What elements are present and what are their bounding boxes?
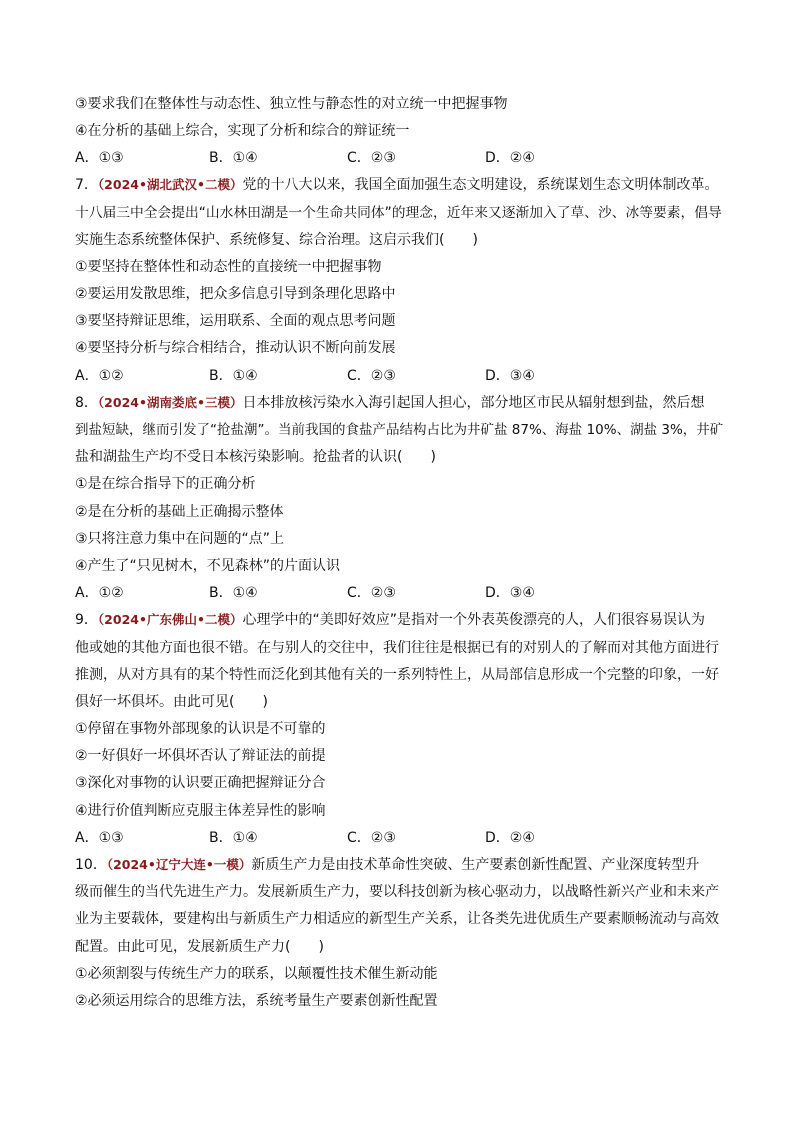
- q10-item-1: ①必须割裂与传统生产力的联系，以颠覆性技术催生新动能: [75, 966, 438, 982]
- q9-stem-line-1: [75, 610, 725, 630]
- q8-option-b[interactable]: B．①④: [209, 585, 258, 601]
- q7-stem-line-1: [75, 175, 725, 195]
- q8-number: 8．: [75, 395, 98, 411]
- q7-options: [0, 366, 794, 386]
- q9-item-3: ③深化对事物的认识要正确把握辩证分合: [75, 775, 326, 791]
- prev-option-d[interactable]: D．②④: [485, 150, 535, 166]
- q7-stem-line-2: 十八届三中全会提出“山水林田湖是一个生命共同体”的理念，近年来又逐渐加入了草、沙、冰等要素，倡导: [75, 205, 722, 221]
- q8-option-d[interactable]: D．③④: [485, 585, 535, 601]
- prev-option-b[interactable]: B．①④: [209, 150, 258, 166]
- q9-stem-line-4: 俱好一坏俱坏。由此可见( ): [75, 694, 268, 710]
- q10-number: 10．: [75, 857, 107, 873]
- prev-options: [0, 148, 794, 168]
- prev-item-4: ④在分析的基础上综合，实现了分析和综合的辩证统一: [75, 123, 410, 139]
- q9-number: 9．: [75, 612, 98, 628]
- q9-stem-line-2: 他或她的其他方面也很不错。在与别人的交往中，我们往往是根据已有的对别人的了解而对其他方面进行: [75, 640, 719, 656]
- q8-item-4: ④产生了“只见树木，不见森林”的片面认识: [75, 558, 341, 574]
- q8-item-2: ②是在分析的基础上正确揭示整体: [75, 504, 284, 520]
- prev-option-c[interactable]: C．②③: [347, 150, 396, 166]
- q10-stem-line-3: 业为主要载体，要建构出与新质生产力相适应的新型生产关系，让各类先进优质生产要素顺畅流动与高效: [75, 911, 719, 927]
- q8-options: [0, 583, 794, 603]
- q9-source: （2024•广东佛山•二模）: [97, 612, 243, 627]
- q10-stem-line-1: [75, 855, 725, 875]
- q7-option-a[interactable]: A．①②: [75, 368, 124, 384]
- q9-item-2: ②一好俱好一坏俱坏否认了辩证法的前提: [75, 748, 326, 764]
- q8-option-c[interactable]: C．②③: [347, 585, 396, 601]
- q10-stem-line-4: 配置。由此可见，发展新质生产力( ): [75, 939, 324, 955]
- q7-option-c[interactable]: C．②③: [347, 368, 396, 384]
- q8-stem-text-1: 日本排放核污染水入海引起国人担心，部分地区市民从辐射想到盐，然后想: [242, 395, 705, 411]
- q7-item-2: ②要运用发散思维，把众多信息引导到条理化思路中: [75, 286, 396, 302]
- q9-item-1: ①停留在事物外部现象的认识是不可靠的: [75, 721, 326, 737]
- q9-stem-line-3: 推测，从对方具有的某个特性而泛化到其他有关的一系列特性上，从局部信息形成一个完整的印象，一好: [75, 667, 719, 683]
- q7-stem-line-3: 实施生态系统整体保护、系统修复、综合治理。这启示我们( ): [75, 232, 478, 248]
- q7-option-b[interactable]: B．①④: [209, 368, 258, 384]
- q8-stem-line-3: 盐和湖盐生产均不受日本核污染影响。抢盐者的认识( ): [75, 449, 436, 465]
- q8-stem-line-2: 到盐短缺，继而引发了“抢盐潮”。当前我国的食盐产品结构占比为井矿盐 87%、海盐 10%、湖盐 3%，井矿: [75, 422, 724, 438]
- q10-stem-line-2: 级而催生的当代先进生产力。发展新质生产力，要以科技创新为核心驱动力，以战略性新兴产业和未来产: [75, 884, 719, 900]
- q10-stem-text-1: 新质生产力是由技术革命性突破、生产要素创新性配置、产业深度转型升: [251, 857, 700, 873]
- q7-source: （2024•湖北武汉•二模）: [97, 177, 243, 192]
- q9-option-d[interactable]: D．②④: [485, 830, 535, 846]
- q7-item-4: ④要坚持分析与综合相结合，推动认识不断向前发展: [75, 340, 396, 356]
- q8-stem-line-1: [75, 393, 725, 413]
- q9-option-c[interactable]: C．②③: [347, 830, 396, 846]
- q8-source: （2024•湖南娄底•三模）: [97, 395, 243, 410]
- q9-option-a[interactable]: A．①③: [75, 830, 124, 846]
- q9-item-4: ④进行价值判断应克服主体差异性的影响: [75, 803, 326, 819]
- q7-item-3: ③要坚持辩证思维，运用联系、全面的观点思考问题: [75, 313, 396, 329]
- q9-stem-text-1: 心理学中的“美即好效应”是指对一个外表英俊漂亮的人，人们很容易误认为: [242, 612, 705, 628]
- prev-item-3: ③要求我们在整体性与动态性、独立性与静态性的对立统一中把握事物: [75, 96, 508, 112]
- q9-option-b[interactable]: B．①④: [209, 830, 258, 846]
- q8-option-a[interactable]: A．①②: [75, 585, 124, 601]
- q7-stem-text-1: 党的十八大以来，我国全面加强生态文明建设，系统谋划生态文明体制改革。: [242, 177, 719, 193]
- q7-number: 7．: [75, 177, 98, 193]
- q8-item-1: ①是在综合指导下的正确分析: [75, 476, 256, 492]
- q9-options: [0, 828, 794, 848]
- q7-item-1: ①要坚持在整体性和动态性的直接统一中把握事物: [75, 259, 382, 275]
- q8-item-3: ③只将注意力集中在问题的“点”上: [75, 531, 285, 547]
- q10-source: （2024•辽宁大连•一模）: [106, 857, 252, 872]
- q7-option-d[interactable]: D．③④: [485, 368, 535, 384]
- prev-option-a[interactable]: A．①③: [75, 150, 124, 166]
- q10-item-2: ②必须运用综合的思维方法，系统考量生产要素创新性配置: [75, 993, 438, 1009]
